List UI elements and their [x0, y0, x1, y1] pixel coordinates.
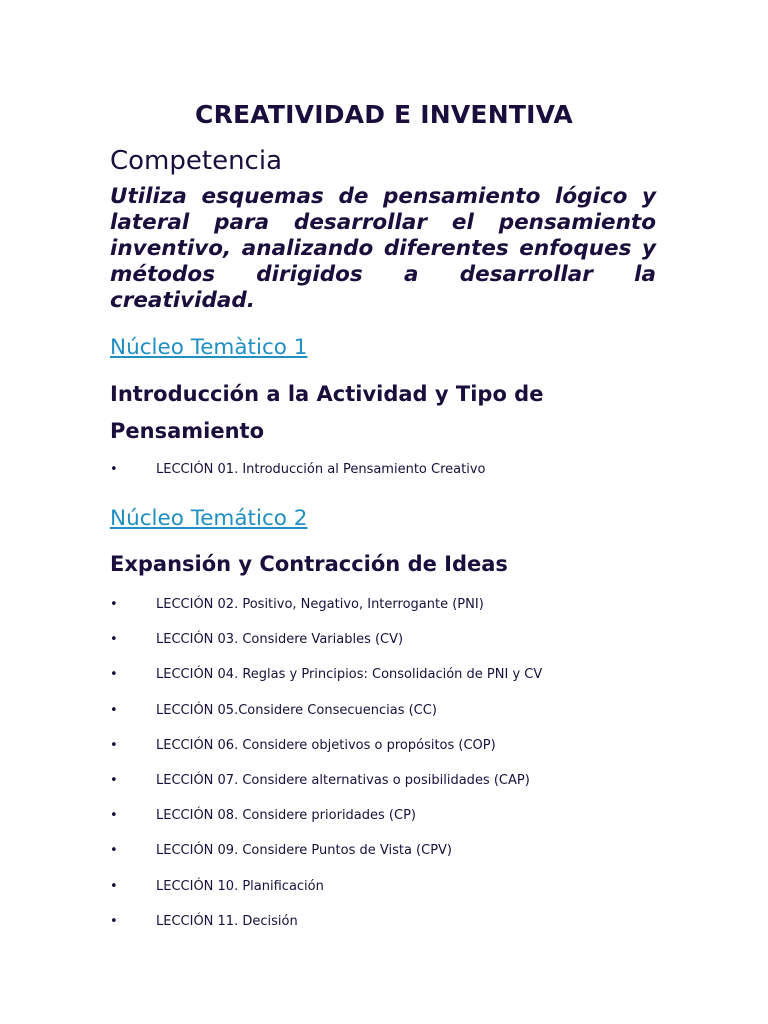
lesson-label: LECCIÓN 05.Considere Consecuencias (CC) [156, 702, 437, 718]
nucleo-1-subtitle: Introducción a la Actividad y Tipo de Pensamiento [110, 382, 544, 443]
lesson-label: LECCIÓN 03. Considere Variables (CV) [156, 632, 404, 648]
bullet-icon: • [110, 702, 118, 718]
bullet-icon: • [110, 808, 118, 824]
nucleo-2-link[interactable]: Núcleo Temático 2 [110, 506, 308, 531]
competence-heading: Competencia [110, 146, 283, 176]
lesson-label: LECCIÓN 10. Planificación [156, 878, 324, 894]
bullet-icon: • [110, 772, 118, 788]
bullet-icon: • [110, 597, 118, 612]
lesson-label: LECCIÓN 11. Decisión [156, 913, 298, 929]
lesson-label: LECCIÓN 01. Introducción al Pensamiento Creativo [156, 462, 486, 477]
lesson-label: LECCIÓN 07. Considere alternativas o posibilidades (CAP) [156, 772, 530, 788]
lesson-label: LECCIÓN 06. Considere objetivos o propósitos (COP) [156, 737, 496, 753]
document-title: CREATIVIDAD E INVENTIVA [195, 100, 573, 129]
lesson-label: LECCIÓN 02. Positivo, Negativo, Interrogante (PNI) [156, 597, 484, 612]
bullet-icon: • [110, 632, 118, 648]
competence-text: Utiliza esquemas de pensamiento lógico y lateral para desarrollar el pensamiento inventivo, analizando diferentes enfoques y métodos dirigidos a desarrollar la creatividad. [110, 184, 656, 313]
lesson-label: LECCIÓN 08. Considere prioridades (CP) [156, 808, 416, 824]
bullet-icon: • [110, 878, 118, 894]
nucleo-1-link[interactable]: Núcleo Temàtico 1 [110, 335, 308, 360]
bullet-icon: • [110, 737, 118, 753]
lesson-label: LECCIÓN 04. Reglas y Principios: Consolidación de PNI y CV [156, 667, 543, 683]
bullet-icon: • [110, 462, 118, 477]
bullet-icon: • [110, 843, 118, 859]
bullet-icon: • [110, 913, 118, 929]
bullet-icon: • [110, 667, 118, 683]
lesson-label: LECCIÓN 09. Considere Puntos de Vista (CPV) [156, 843, 453, 859]
nucleo-2-subtitle: Expansión y Contracción de Ideas [110, 552, 508, 576]
